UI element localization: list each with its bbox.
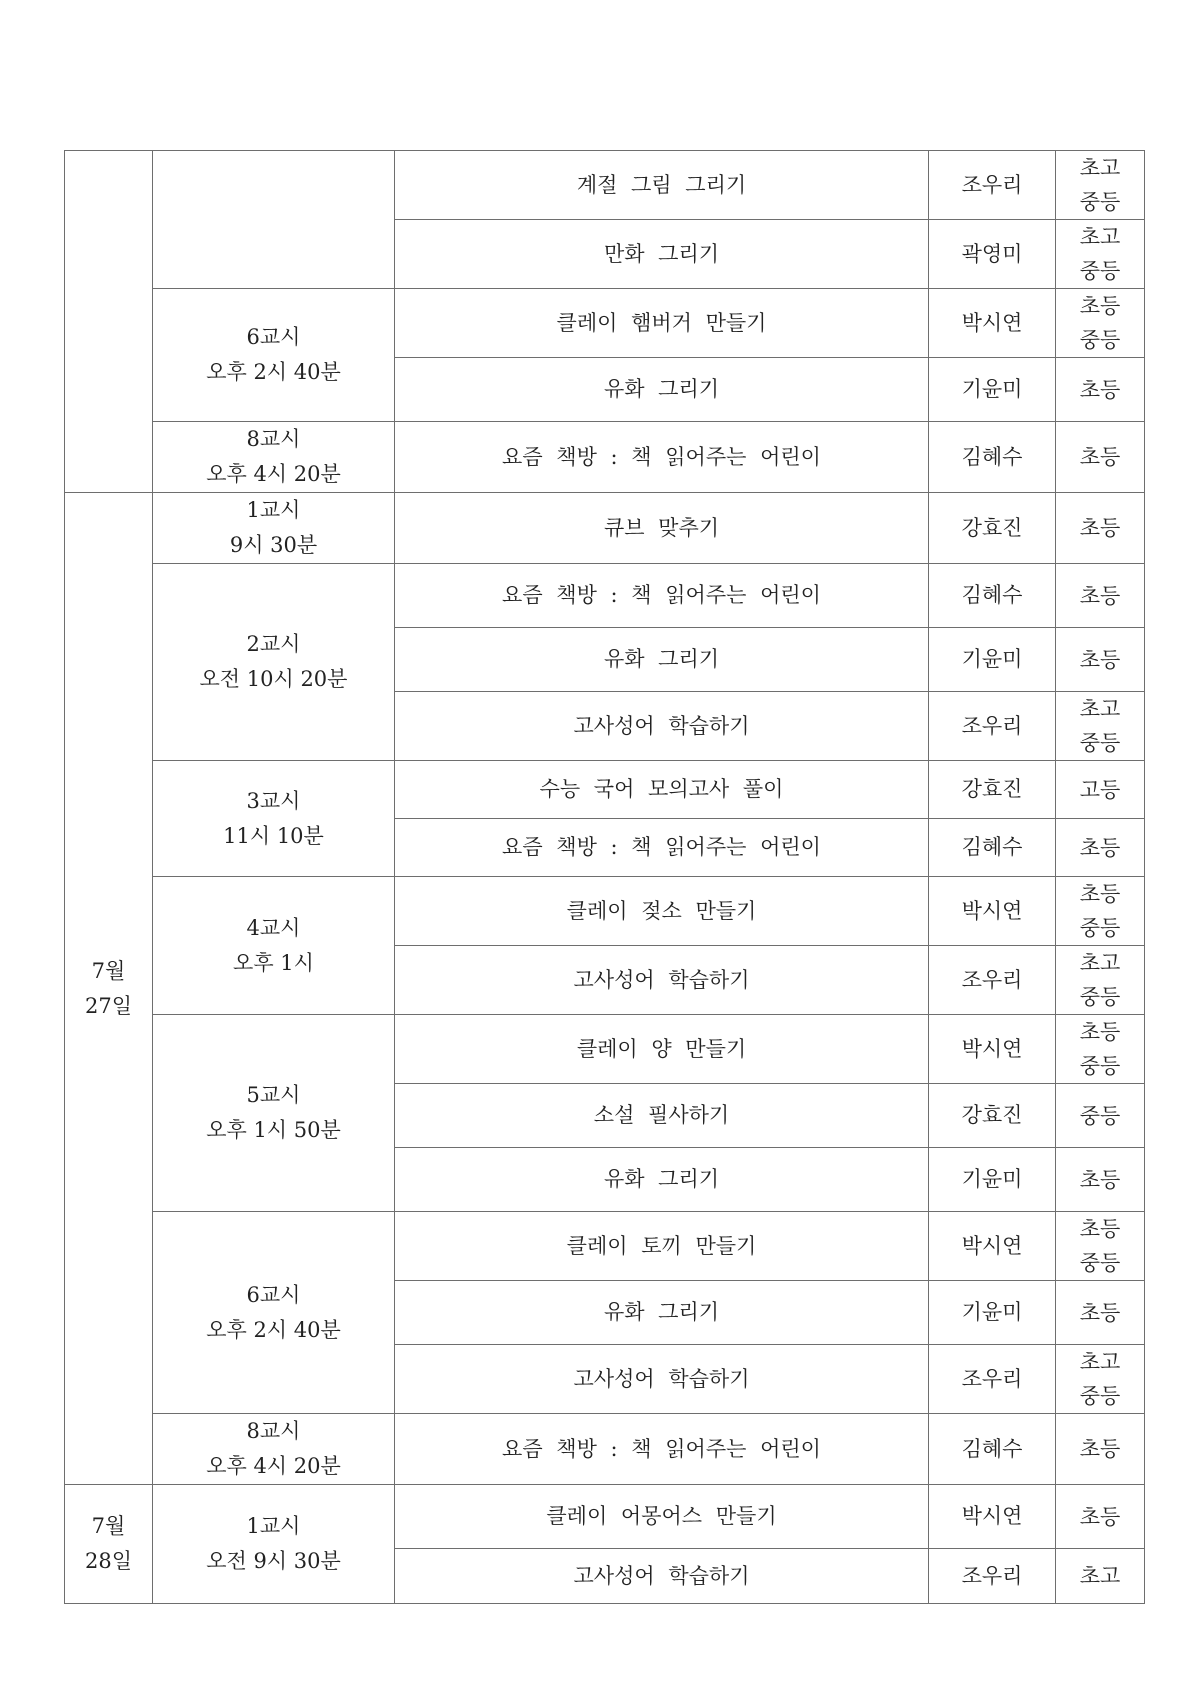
teacher-cell: 박시연 — [929, 1212, 1056, 1281]
level-label: 초고 — [1079, 1564, 1121, 1588]
program-cell: 수능 국어 모의고사 풀이 — [395, 761, 929, 819]
program-cell: 요즘 책방 : 책 읽어주는 어린이 — [395, 422, 929, 493]
level-label: 중등 — [1079, 1054, 1121, 1078]
period-time: 9시 30분 — [229, 533, 318, 557]
period-time: 오후 4시 20분 — [206, 462, 341, 486]
level-label: 초고 — [1079, 1350, 1121, 1374]
level-cell — [1056, 422, 1145, 493]
period-time: 11시 10분 — [223, 823, 324, 848]
level-label: 초등 — [1079, 294, 1121, 318]
teacher-cell: 강효진 — [929, 493, 1056, 564]
level-label: 초등 — [1079, 445, 1121, 469]
period-cell — [153, 1212, 395, 1414]
date-cell: 7월 27일 — [65, 493, 153, 1485]
program-cell: 큐브 맞추기 — [395, 493, 929, 564]
level-label: 초등 — [1079, 583, 1121, 608]
period-cell — [153, 761, 395, 877]
program-cell: 요즘 책방 : 책 읽어주는 어린이 — [395, 564, 929, 628]
level-cell — [1056, 877, 1145, 946]
teacher-cell: 박시연 — [929, 1015, 1056, 1084]
period-label: 8교시 — [246, 1419, 301, 1443]
period-label: 8교시 — [246, 427, 301, 451]
period-time: 오후 1시 — [233, 950, 314, 975]
program-cell: 요즘 책방 : 책 읽어주는 어린이 — [395, 1414, 929, 1485]
level-cell — [1056, 1414, 1145, 1485]
level-label: 초고 — [1079, 951, 1121, 975]
program-cell: 고사성어 학습하기 — [395, 1345, 929, 1414]
teacher-cell: 기윤미 — [929, 358, 1056, 422]
program-cell: 클레이 어몽어스 만들기 — [395, 1485, 929, 1549]
level-label: 중등 — [1079, 731, 1121, 755]
teacher-cell: 기윤미 — [929, 1148, 1056, 1212]
level-label: 초등 — [1079, 1020, 1121, 1044]
schedule-table — [64, 150, 1145, 1604]
level-cell — [1056, 1148, 1145, 1212]
period-cell — [153, 1414, 395, 1485]
program-cell: 유화 그리기 — [395, 1281, 929, 1345]
level-cell — [1056, 819, 1145, 877]
program-cell: 클레이 젖소 만들기 — [395, 877, 929, 946]
level-label: 초등 — [1079, 1167, 1121, 1192]
level-label: 초고 — [1079, 156, 1121, 180]
program-cell: 유화 그리기 — [395, 358, 929, 422]
period-cell — [153, 1485, 395, 1604]
date-cell — [65, 151, 153, 493]
teacher-cell: 김혜수 — [929, 564, 1056, 628]
period-cell — [153, 422, 395, 493]
level-label: 중등 — [1079, 1103, 1121, 1128]
teacher-cell: 조우리 — [929, 946, 1056, 1015]
teacher-cell: 조우리 — [929, 692, 1056, 761]
period-label: 6교시 — [246, 325, 301, 349]
level-cell — [1056, 289, 1145, 358]
period-label: 3교시 — [246, 788, 301, 813]
table-row — [65, 761, 1145, 819]
table-row — [65, 1485, 1145, 1549]
table-row — [65, 151, 1145, 220]
teacher-cell: 강효진 — [929, 761, 1056, 819]
period-time: 오전 10시 20분 — [199, 667, 348, 691]
program-cell: 고사성어 학습하기 — [395, 692, 929, 761]
level-label: 초등 — [1079, 1300, 1121, 1325]
period-label: 2교시 — [246, 632, 301, 656]
table-row — [65, 1414, 1145, 1485]
period-label: 4교시 — [246, 915, 301, 940]
schedule-body — [65, 151, 1145, 1604]
level-label: 중등 — [1079, 1251, 1121, 1275]
level-label: 초등 — [1079, 377, 1121, 402]
level-label: 초등 — [1079, 647, 1121, 672]
period-cell — [153, 151, 395, 289]
level-cell — [1056, 1212, 1145, 1281]
level-label: 중등 — [1079, 259, 1121, 283]
level-label: 중등 — [1079, 1384, 1121, 1408]
level-cell — [1056, 1015, 1145, 1084]
date-cell: 7월 28일 — [65, 1485, 153, 1604]
program-cell: 고사성어 학습하기 — [395, 1549, 929, 1604]
table-row — [65, 1212, 1145, 1281]
period-time: 오후 2시 40분 — [206, 1317, 341, 1342]
period-label: 6교시 — [246, 1282, 301, 1307]
teacher-cell: 조우리 — [929, 1549, 1056, 1604]
program-cell: 만화 그리기 — [395, 220, 929, 289]
level-cell — [1056, 493, 1145, 564]
teacher-cell: 김혜수 — [929, 422, 1056, 493]
program-cell: 클레이 토끼 만들기 — [395, 1212, 929, 1281]
program-cell: 클레이 햄버거 만들기 — [395, 289, 929, 358]
level-cell — [1056, 692, 1145, 761]
level-label: 초등 — [1079, 882, 1121, 906]
level-label: 초고 — [1079, 225, 1121, 249]
period-time: 오후 2시 40분 — [206, 360, 341, 384]
teacher-cell: 기윤미 — [929, 1281, 1056, 1345]
period-time: 오전 9시 30분 — [206, 1549, 341, 1573]
program-cell: 클레이 양 만들기 — [395, 1015, 929, 1084]
program-cell: 고사성어 학습하기 — [395, 946, 929, 1015]
teacher-cell: 박시연 — [929, 1485, 1056, 1549]
level-cell — [1056, 1345, 1145, 1414]
period-time: 오후 4시 20분 — [206, 1454, 341, 1478]
level-label: 중등 — [1079, 985, 1121, 1009]
program-cell: 계절 그림 그리기 — [395, 151, 929, 220]
level-label: 초등 — [1079, 516, 1121, 540]
period-cell — [153, 493, 395, 564]
level-label: 초고 — [1079, 697, 1121, 721]
level-cell — [1056, 151, 1145, 220]
teacher-cell: 박시연 — [929, 289, 1056, 358]
table-row — [65, 493, 1145, 564]
level-cell — [1056, 1549, 1145, 1604]
level-label: 초등 — [1079, 1504, 1121, 1529]
table-row — [65, 289, 1145, 358]
level-cell — [1056, 220, 1145, 289]
table-row — [65, 422, 1145, 493]
program-cell: 소설 필사하기 — [395, 1084, 929, 1148]
period-cell — [153, 289, 395, 422]
level-cell — [1056, 1281, 1145, 1345]
period-cell — [153, 1015, 395, 1212]
program-cell: 유화 그리기 — [395, 1148, 929, 1212]
level-label: 고등 — [1079, 777, 1121, 802]
period-time: 오후 1시 50분 — [206, 1118, 341, 1142]
teacher-cell: 김혜수 — [929, 1414, 1056, 1485]
level-label: 중등 — [1079, 916, 1121, 940]
teacher-cell: 곽영미 — [929, 220, 1056, 289]
program-cell: 요즘 책방 : 책 읽어주는 어린이 — [395, 819, 929, 877]
program-cell: 유화 그리기 — [395, 628, 929, 692]
table-row — [65, 877, 1145, 946]
level-cell — [1056, 564, 1145, 628]
level-cell — [1056, 628, 1145, 692]
teacher-cell: 조우리 — [929, 1345, 1056, 1414]
period-cell — [153, 877, 395, 1015]
level-cell — [1056, 358, 1145, 422]
teacher-cell: 기윤미 — [929, 628, 1056, 692]
teacher-cell: 조우리 — [929, 151, 1056, 220]
period-label: 5교시 — [246, 1083, 301, 1107]
level-cell — [1056, 1084, 1145, 1148]
table-row — [65, 564, 1145, 628]
level-cell — [1056, 761, 1145, 819]
period-cell — [153, 564, 395, 761]
level-label: 초등 — [1079, 1437, 1121, 1461]
table-row — [65, 1015, 1145, 1084]
level-cell — [1056, 946, 1145, 1015]
level-label: 중등 — [1079, 328, 1121, 352]
period-label: 1교시 — [246, 1514, 301, 1538]
teacher-cell: 박시연 — [929, 877, 1056, 946]
teacher-cell: 강효진 — [929, 1084, 1056, 1148]
period-label: 1교시 — [246, 498, 301, 522]
teacher-cell: 김혜수 — [929, 819, 1056, 877]
level-label: 중등 — [1079, 190, 1121, 214]
level-cell — [1056, 1485, 1145, 1549]
level-label: 초등 — [1079, 835, 1121, 860]
level-label: 초등 — [1079, 1217, 1121, 1241]
